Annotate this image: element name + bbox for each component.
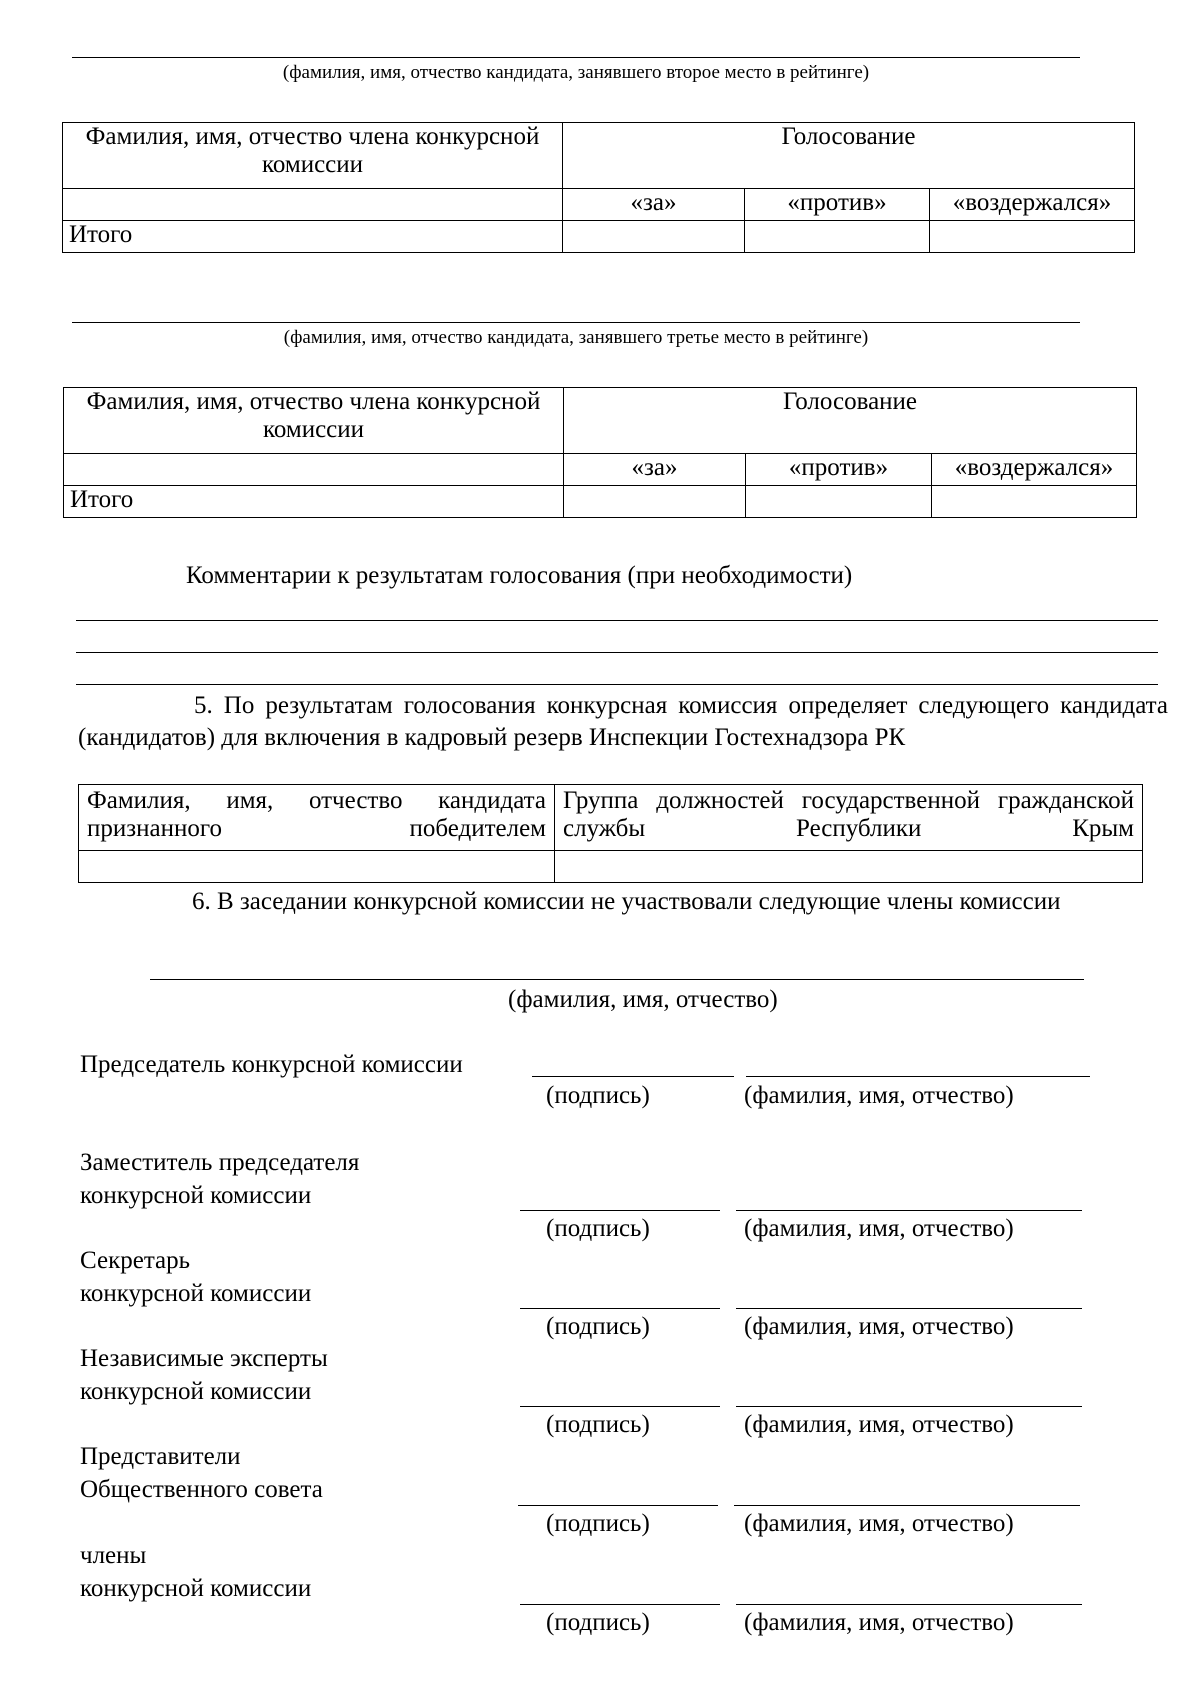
against-label: «против» [745, 189, 930, 221]
vote-table-second-place [62, 122, 1135, 253]
section-5-text: 5. По результатам голосования конкурсная комиссия определяет следующего кандидата (кандидатов) для включения в кадровый резерв Инспекции Гостехнадзора РК [78, 692, 1168, 751]
winner-table [78, 784, 1143, 883]
secretary-label-2: конкурсной комиссии [80, 1280, 312, 1307]
absent-members-line[interactable] [150, 979, 1084, 980]
members-label-2: конкурсной комиссии [80, 1575, 312, 1602]
member-name-cell[interactable] [63, 189, 563, 221]
deputy-chairman-label-2: конкурсной комиссии [80, 1182, 312, 1209]
name-caption: (фамилия, имя, отчество) [744, 1082, 1014, 1109]
absent-members-caption: (фамилия, имя, отчество) [508, 986, 778, 1013]
total-abstain-cell[interactable] [930, 221, 1135, 253]
total-abstain-cell[interactable] [932, 486, 1137, 518]
total-against-cell[interactable] [745, 221, 930, 253]
candidate-3-caption: (фамилия, имя, отчество кандидата, занявшего третье место в рейтинге) [283, 327, 869, 348]
voting-header: Голосование [564, 388, 1137, 454]
experts-name-line[interactable] [736, 1406, 1082, 1407]
chairman-name-line[interactable] [746, 1076, 1090, 1077]
candidate-2-caption: (фамилия, имя, отчество кандидата, занявшего второе место в рейтинге) [282, 62, 870, 83]
secretary-signature-line[interactable] [520, 1308, 720, 1309]
member-header: Фамилия, имя, отчество члена конкурсной комиссии [64, 388, 564, 454]
secretary-name-line[interactable] [736, 1308, 1082, 1309]
candidate-3-name-line[interactable] [72, 322, 1080, 323]
service-group-header: Группа должностей государственной гражданской службы Республики Крым [555, 785, 1143, 851]
chairman-label: Председатель конкурсной комиссии [80, 1051, 463, 1078]
name-caption: (фамилия, имя, отчество) [744, 1313, 1014, 1340]
signature-caption: (подпись) [546, 1215, 650, 1242]
total-label: Итого [64, 486, 564, 518]
name-caption: (фамилия, имя, отчество) [744, 1609, 1014, 1636]
total-against-cell[interactable] [746, 486, 932, 518]
total-for-cell[interactable] [563, 221, 745, 253]
signature-caption: (подпись) [546, 1082, 650, 1109]
members-label-1: члены [80, 1542, 147, 1569]
public-council-signature-line[interactable] [518, 1505, 718, 1506]
comments-line-2[interactable] [76, 652, 1158, 653]
for-label: «за» [563, 189, 745, 221]
comments-line-1[interactable] [76, 620, 1158, 621]
member-name-cell[interactable] [64, 454, 564, 486]
candidate-2-name-line[interactable] [72, 57, 1080, 58]
member-header: Фамилия, имя, отчество члена конкурсной комиссии [63, 123, 563, 189]
signature-caption: (подпись) [546, 1411, 650, 1438]
total-for-cell[interactable] [564, 486, 746, 518]
deputy-signature-line[interactable] [520, 1210, 720, 1211]
winner-name-header: Фамилия, имя, отчество кандидата признанного победителем [79, 785, 555, 851]
for-label: «за» [564, 454, 746, 486]
against-label: «против» [746, 454, 932, 486]
abstain-label: «воздержался» [932, 454, 1137, 486]
members-name-line[interactable] [736, 1604, 1082, 1605]
public-council-label-2: Общественного совета [80, 1476, 323, 1503]
public-council-label-1: Представители [80, 1443, 241, 1470]
comments-line-3[interactable] [76, 684, 1158, 685]
signature-caption: (подпись) [546, 1609, 650, 1636]
name-caption: (фамилия, имя, отчество) [744, 1215, 1014, 1242]
service-group-cell[interactable] [555, 851, 1143, 883]
name-caption: (фамилия, имя, отчество) [744, 1510, 1014, 1537]
abstain-label: «воздержался» [930, 189, 1135, 221]
chairman-signature-line[interactable] [532, 1076, 734, 1077]
deputy-chairman-label-1: Заместитель председателя [80, 1149, 360, 1176]
total-label: Итого [63, 221, 563, 253]
experts-label-2: конкурсной комиссии [80, 1378, 312, 1405]
section-6-text: 6. В заседании конкурсной комиссии не участвовали следующие члены комиссии [192, 888, 1061, 915]
signature-caption: (подпись) [546, 1313, 650, 1340]
vote-table-third-place [63, 387, 1137, 518]
members-signature-line[interactable] [520, 1604, 720, 1605]
secretary-label-1: Секретарь [80, 1247, 191, 1274]
public-council-name-line[interactable] [734, 1505, 1080, 1506]
experts-label-1: Независимые эксперты [80, 1345, 328, 1372]
winner-name-cell[interactable] [79, 851, 555, 883]
experts-signature-line[interactable] [520, 1406, 720, 1407]
comments-heading: Комментарии к результатам голосования (при необходимости) [186, 562, 853, 589]
deputy-name-line[interactable] [736, 1210, 1082, 1211]
signature-caption: (подпись) [546, 1510, 650, 1537]
voting-header: Голосование [563, 123, 1135, 189]
name-caption: (фамилия, имя, отчество) [744, 1411, 1014, 1438]
